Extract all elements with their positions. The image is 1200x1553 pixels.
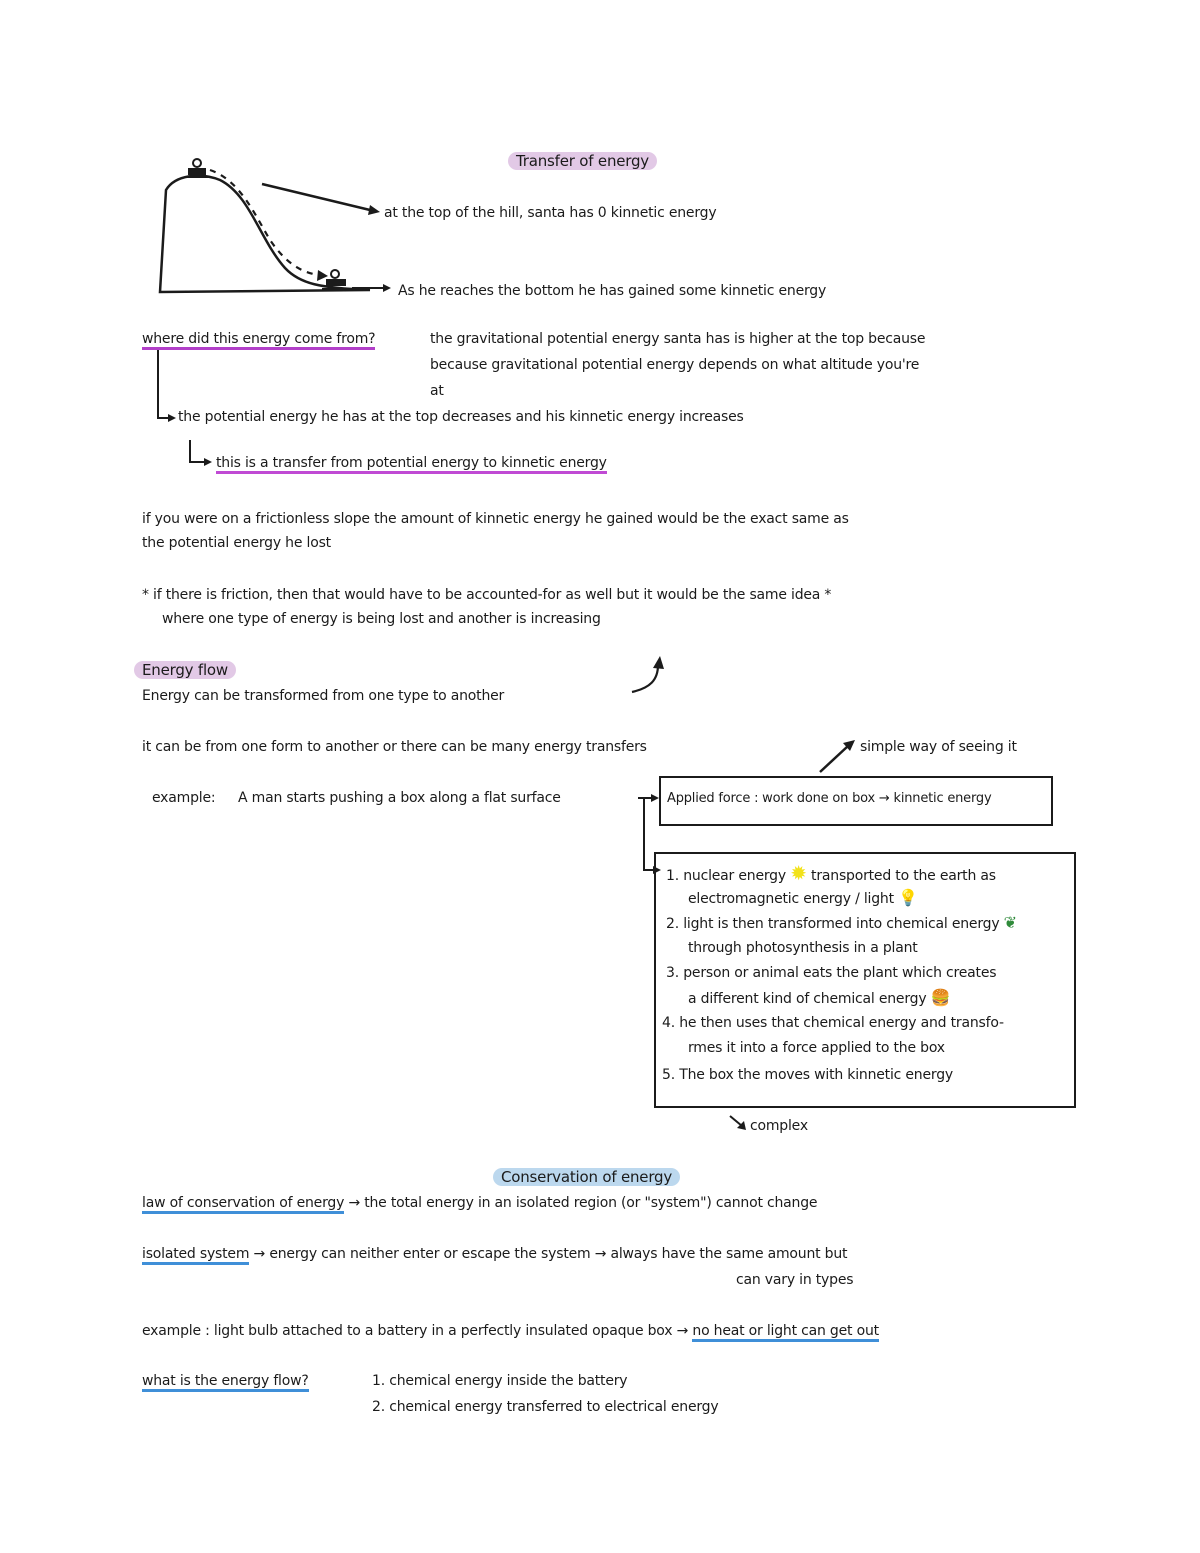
isolated-system-definition-2: can vary in types xyxy=(736,1272,854,1288)
sled-top-icon xyxy=(186,159,210,177)
annotation-bottom-of-hill: As he reaches the bottom he has gained some kinnetic energy xyxy=(398,283,827,299)
example-text: A man starts pushing a box along a flat surface xyxy=(238,790,561,806)
sun-icon: ✹ xyxy=(790,861,807,885)
potential-decrease-text: the potential energy he has at the top decreases and his kinnetic energy increases xyxy=(178,409,744,425)
energy-flow-question: what is the energy flow? xyxy=(142,1370,309,1392)
step-1-line-2: electromagnetic energy / light 💡 xyxy=(688,888,918,907)
friction-note-line-1: * if there is friction, then that would have to be accounted-for as well but it would be the same idea * xyxy=(142,587,832,603)
isolated-system-definition: isolated system → energy can neither enter or escape the system → always have the same amount but xyxy=(142,1243,847,1265)
step-4-line-2: rmes it into a force applied to the box xyxy=(688,1040,945,1056)
burger-icon: 🍔 xyxy=(930,988,951,1007)
step-3-line-1: 3. person or animal eats the plant which creates xyxy=(666,965,997,981)
transfer-statement: this is a transfer from potential energy to kinnetic energy xyxy=(216,452,607,474)
section-title-conservation: Conservation of energy xyxy=(493,1166,680,1188)
energy-flow-line-2: it can be from one form to another or there can be many energy transfers xyxy=(142,739,647,755)
section-title-transfer: Transfer of energy xyxy=(508,150,657,172)
frictionless-line-1: if you were on a frictionless slope the amount of kinnetic energy he gained would be the exact same as xyxy=(142,511,849,527)
energy-source-question: where did this energy come from? xyxy=(142,328,375,350)
example-label: example: xyxy=(152,790,216,806)
step-5-line-1: 5. The box the moves with kinnetic energy xyxy=(662,1067,953,1083)
energy-flow-line-1: Energy can be transformed from one type to another xyxy=(142,688,505,704)
step-1-line-1: 1. nuclear energy ✹ transported to the earth as xyxy=(666,861,996,885)
step-3-line-2: a different kind of chemical energy 🍔 xyxy=(688,988,951,1007)
section-title-energy-flow: Energy flow xyxy=(134,659,236,681)
answer-line-1: the gravitational potential energy santa has is higher at the top because xyxy=(430,331,926,347)
answer-line-2: because gravitational potential energy depends on what altitude you're xyxy=(430,357,920,373)
complex-explanation-box xyxy=(654,852,1076,1108)
step-2-line-2: through photosynthesis in a plant xyxy=(688,940,918,956)
simple-box-text: Applied force : work done on box → kinnetic energy xyxy=(667,791,992,806)
plant-icon: ❦ xyxy=(1003,913,1017,932)
step-2-line-1: 2. light is then transformed into chemical energy ❦ xyxy=(666,913,1017,932)
flow-step-1: 1. chemical energy inside the battery xyxy=(372,1373,628,1389)
simple-explanation-box xyxy=(659,776,1053,826)
annotation-top-of-hill: at the top of the hill, santa has 0 kinnetic energy xyxy=(384,205,717,221)
frictionless-line-2: the potential energy he lost xyxy=(142,535,331,551)
friction-note-line-2: where one type of energy is being lost and another is increasing xyxy=(162,611,601,627)
flow-step-2: 2. chemical energy transferred to electrical energy xyxy=(372,1399,719,1415)
simple-way-label: simple way of seeing it xyxy=(860,739,1017,755)
answer-line-3: at xyxy=(430,383,444,399)
law-of-conservation: law of conservation of energy → the total energy in an isolated region (or "system") cannot change xyxy=(142,1192,817,1214)
step-4-line-1: 4. he then uses that chemical energy and transfo- xyxy=(662,1015,1004,1031)
complex-label: complex xyxy=(750,1118,808,1134)
conservation-example: example : light bulb attached to a battery in a perfectly insulated opaque box → no heat or light can get out xyxy=(142,1320,879,1342)
lightbulb-icon: 💡 xyxy=(898,888,918,907)
